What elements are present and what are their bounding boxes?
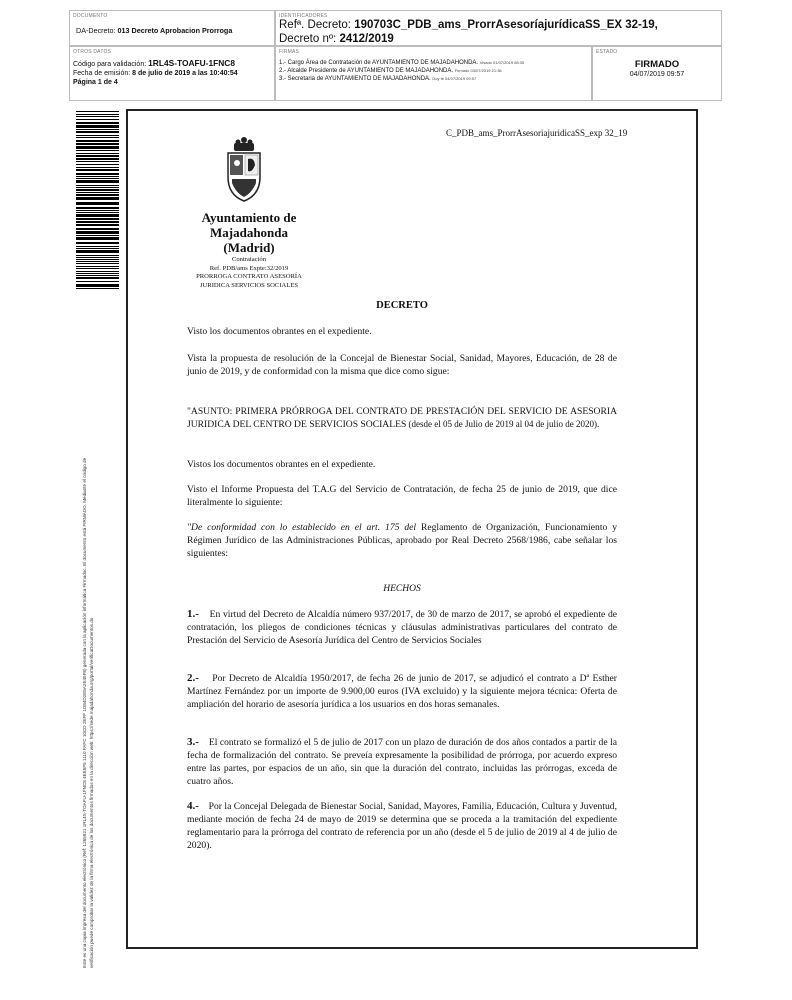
page-info: Página 1 de 4 <box>73 79 118 86</box>
dept-line1: Contratación <box>231 256 267 263</box>
barcode <box>76 111 119 290</box>
side-verification-text-2: verificación puede comprobar la validez de la firma electrónica de los documentos firmados en la dirección web: https://sede.majadahonda.org/portal/verificaDocumentos.do <box>89 617 94 968</box>
emission-prefix: Fecha de emisión: <box>73 70 131 77</box>
identifiers-label: IDENTIFICADORES <box>279 13 328 19</box>
list-item: 4.- Por la Concejal Delegada de Bienestar Social, Sanidad, Mayores, Familia, Educación, Cultura y Juventud, mediante moción de fecha 24 de mayo de 2019 se determina que se proceda a la tramitación del expediente reglamentario para la prórroga del contrato de referencia por un año (desde el 5 de julio de 2019 al 4 de julio de 2020). <box>187 800 617 851</box>
signatures-label: FIRMAS <box>279 49 300 55</box>
header-other-data-box <box>69 46 275 101</box>
org-name-line1: Ayuntamiento de <box>201 210 297 225</box>
org-name-line2: Majadahonda <box>209 225 289 240</box>
header-identifiers-box <box>275 10 722 46</box>
list-item: 1.- En virtud del Decreto de Alcaldía número 937/2017, de 30 de marzo de 2017, se aprobó el expediente de contratación, los pliegos de condiciones técnicas y cláusulas administrativas particulares del contrato de Prestación del Servicio de Asesoría Jurídica del Centro de Servicios Sociales <box>187 608 618 646</box>
decree-number-prefix: Decreto nº: <box>279 33 337 45</box>
dept-line4: JURIDICA SERVICIOS SOCIALES <box>199 281 299 289</box>
document-ref-code: C_PDB_ams_ProrrAsesoriajuridicaSS_exp 32_19 <box>446 128 628 138</box>
ref-decree-value: 190703C_PDB_ams_ProrrAsesoríajurídicaSS_EX 32-19, <box>354 19 658 31</box>
state-label: ESTADO <box>596 49 618 55</box>
document-label: DOCUMENTO <box>73 13 108 19</box>
decree-number-value: 2412/2019 <box>339 33 394 45</box>
dept-line2: Ref. PDB/ams Expte:32/2019 <box>209 264 289 272</box>
validation-prefix: Código para validación: <box>73 61 147 68</box>
list-item: 3.- El contrato se formalizó el 5 de julio de 2017 con un plazo de duración de dos años contados a partir de la fecha de formalización del contrato. Se preveía expresamente la posibilidad de prórroga, por acuerdo expreso entre las partes, por espacios de un año, sin que la duración del contrato, incluidas las prórrogas, exceda de cuatro años. <box>187 736 618 787</box>
signature-row: 1.- Cargo Área de Contratación de AYUNTAMIENTO DE MAJADAHONDA. Visado 01/07/2019 08:35 <box>279 60 525 66</box>
validation-code: 1RL4S-TOAFU-1FNC8 <box>148 58 235 68</box>
dept-line3: PRORROGA CONTRATO ASESORÍA <box>196 273 302 280</box>
doc-value: 013 Decreto Aprobacion Prorroga <box>117 26 233 35</box>
header-state-box <box>592 46 722 101</box>
paragraph-informe: Visto el Informe Propuesta del T.A.G del Servicio de Contratación, de fecha 25 de junio de 2019, que dice literalmente lo siguiente: <box>187 484 617 508</box>
side-verification-text: Este es una copia impresa del documento electrónico (Ref: 1265921 1RL4S-TOAFU-1FNC8 4EE5F5 1110 FAFC 10CD 2EFF 1D84D2E5A2E45F8) generada con la aplicación informática Firmadoc. El documento está FIRMADO. Mediante el código de <box>82 457 87 968</box>
signature-row: 3.- Secretaria de AYUNTAMIENTO DE MAJADAHONDA. Doy fe 04/07/2019 09:57 <box>279 76 477 82</box>
paragraph-asunto: "ASUNTO: PRIMERA PRÓRROGA DEL CONTRATO DE PRESTACIÓN DEL SERVICIO DE ASESORIA JURIDICA DEL CENTRO DE SERVICIOS SOCIALES (desde el 05 de Julio de 2019 al 04 de julio de 2020). <box>187 406 617 430</box>
list-item: 2.- Por Decreto de Alcaldía 1950/2017, de fecha 26 de junio de 2017, se adjudicó el contrato a Dª Esther Martínez Fernández por un importe de 9.900,00 euros (IVA excluido) y la siguiente mejora técnica: Oferta de ampliación del horario de asesoría jurídica a los usuarios en dos horas semanales. <box>187 672 617 710</box>
state-date: 04/07/2019 09:57 <box>629 71 685 78</box>
other-data-label: OTROS DATOS <box>73 49 112 55</box>
signature-row: 2.- Alcalde Presidente de AYUNTAMIENTO DE MAJADAHONDA. Firmado 03/07/2019 21:36 <box>279 68 502 74</box>
paragraph-conformidad: "De conformidad con lo establecido en el art. 175 del Reglamento de Organización, Funcionamiento y Régimen Jurídico de las Administraciones Públicas, aprobado por Real Decreto 2568/1986, cabe señalar los siguientes: <box>187 522 618 559</box>
hechos-heading: HECHOS <box>383 584 421 594</box>
page-title: DECRETO <box>376 300 428 311</box>
state-value: FIRMADO <box>634 59 680 70</box>
header-document-box <box>69 10 275 46</box>
ref-decree-prefix: Refª. Decreto: <box>279 19 352 31</box>
paragraph-vista-propuesta: Vista la propuesta de resolución de la Concejal de Bienestar Social, Sanidad, Mayores, Educación, de 28 de junio de 2019, y de conformidad con la misma que dice como sigue: <box>187 353 617 377</box>
org-name-line3: (Madrid) <box>223 240 275 255</box>
header-signatures-box <box>275 46 592 101</box>
coat-of-arms-icon <box>222 137 266 203</box>
doc-value-prefix: DA-Decreto: <box>76 26 116 35</box>
emission-date: 8 de julio de 2019 a las 10:40:54 <box>132 70 238 77</box>
paragraph-vistos: Vistos los documentos obrantes en el expediente. <box>187 459 376 470</box>
paragraph-visto: Visto los documentos obrantes en el expediente. <box>187 326 372 337</box>
